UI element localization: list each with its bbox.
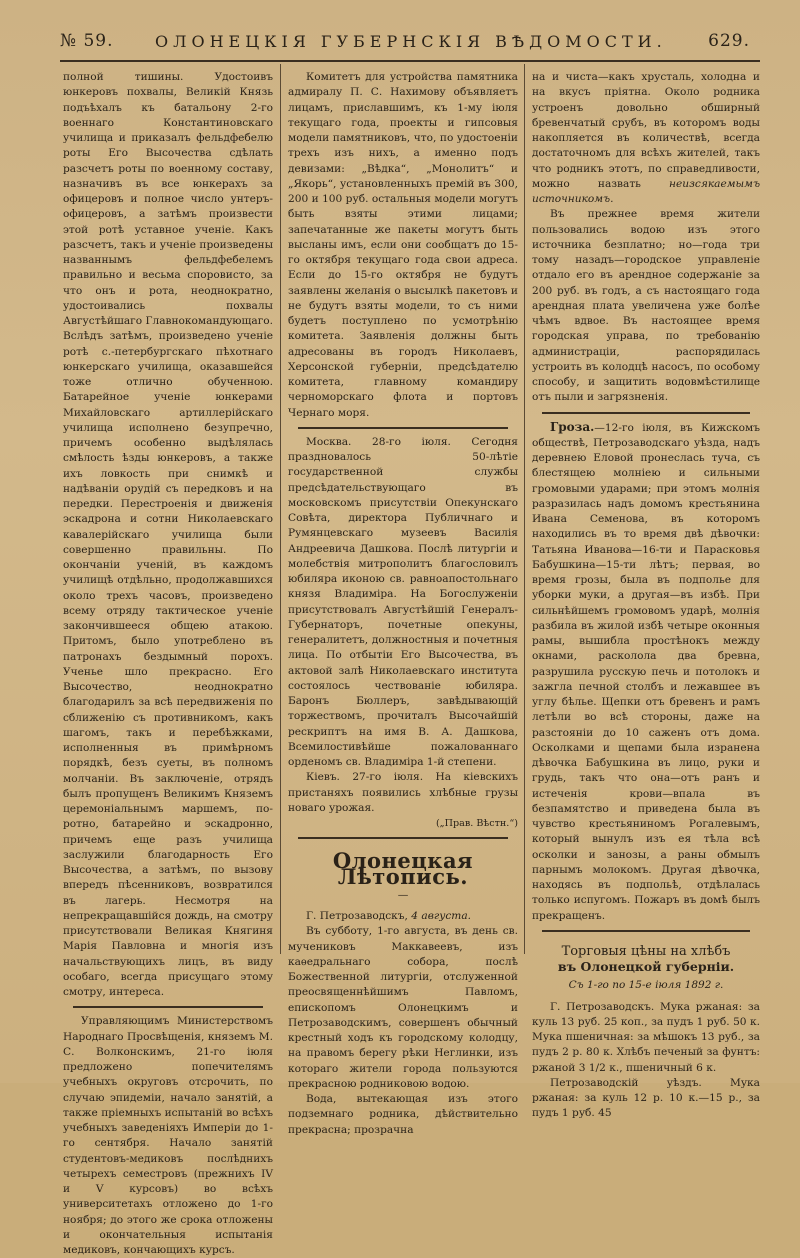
article-separator (542, 412, 750, 414)
issue-number: № 59. (60, 31, 114, 51)
article-kiev-grain: Кіевъ. 27-го іюля. На кіевскихъ пристаняхъ появились хлѣбные грузы новаго урожая. (288, 771, 518, 814)
thunderstorm-text: —12-го іюля, въ Кижскомъ обществѣ, Петрозаводскаго уѣзда, надъ деревнею Еловой пронеслась туча, съ блестящею молніею и сильными громовыми ударами; при этомъ молнія разразилась надъ домомъ крестьянина Ивана Семенова, въ которомъ находились въ то время двѣ дѣвочки: Татьяна Иванова—16-ти и Парасковья Бабушкина—15-ти лѣтъ; первая, во время грозы, была въ подполье для уборки муки, а другая—въ избѣ. При сильнѣйшемъ громовомъ ударѣ, молнія разбила въ жилой избѣ четыре оконныя рамы, вышибла простѣнокъ между окнами, расколола два бревна, разрушила русскую печь и потолокъ и зажгла печной столбъ и лежавшее въ углу бѣлье. Щепки отъ бревенъ и рамъ летѣли во всѣ стороны, даже на разстояніи до 10 саженъ отъ дома. Осколками и щепами была изранена дѣвочка Бабушкина въ лицо, руки и грудь, такъ что она—отъ ранъ и истеченія крови—впала въ безпамятство и приведена была въ чувство крестьяниномъ Рогалевымъ, который вынулъ изъ ея тѣла всѣ осколки и занозы, а раны обмылъ парнымъ молокомъ. Другая дѣвочка, находясь въ подпольѣ, отдѣлалась только испугомъ. Пожаръ въ домѣ былъ прекращенъ. (532, 421, 760, 922)
header-rule (60, 60, 760, 62)
prices-petrozavodsk: Г. Петрозаводскъ. Мука ржаная: за куль 13 руб. 25 коп., за пудъ 1 руб. 50 к. Мука пшеничная: за мѣшокъ 13 руб., за пудъ 2 р. 80 к. Хлѣбъ печеный за фунтъ: ржаной 3 1/2 к., пшеничный 6 к. (532, 1000, 760, 1074)
column-2 (288, 70, 518, 1138)
thunderstorm-title: Гроза. (550, 419, 595, 434)
prices-date: Съ 1-го по 15-е іюля 1892 г. (568, 979, 724, 992)
dateline-date: 4 августа. (411, 910, 472, 922)
column-divider-1 (280, 64, 281, 954)
article-separator (542, 930, 750, 932)
section-dash: — (397, 888, 409, 901)
article-moscow-jubilee: Москва. 28-го іюля. Сегодня праздновалось 50-лѣтіе государственной службы предсѣдательствующаго въ московскомъ присутствіи Опекунскаго Совѣта, директора Публичнаго и Румянцевскаго музеевъ Василія Андреевича Дашкова. Послѣ литургіи и молебствія митрополитъ благословилъ юбиляра иконою св. равноапостольнаго князя Владиміра. На Богослуженіи присутствовалъ Августѣйшій Генералъ-Губернаторъ, почетные опекуны, генералитетъ, должностныя и почетныя лица. По отбытіи Его Высочества, въ актовой залѣ Николаевскаго института состоялось чествованіе юбиляра. Баронъ Бюллеръ, завѣдывающій торжествомъ, прочиталъ Высочайшій рескриптъ на имя В. А. Дашкова, Всемилостивѣйше пожалованнаго орденомъ св. Владиміра 1-й степени. (288, 435, 518, 768)
section-rule (298, 837, 508, 839)
prices-uyezd: Петрозаводскій уѣздъ. Мука ржаная: за куль 12 р. 10 к.—15 р., за пудъ 1 руб. 45 (532, 1076, 760, 1120)
prices-subtitle: въ Олонецкой губерніи. (557, 959, 735, 974)
prices-title: Торговыя цѣны на хлѣбъ (561, 943, 731, 959)
dateline (288, 909, 518, 924)
column-3 (532, 70, 760, 1122)
page-number: 629. (708, 31, 750, 51)
column-1 (63, 70, 273, 1258)
page-header (60, 28, 750, 54)
article-separator (298, 427, 508, 429)
article-procession: Въ субботу, 1-го августа, въ день св. мучениковъ Маккавеевъ, изъ каѳедральнаго собора, послѣ Божественной литургіи, отслуженной преосвященнѣйшимъ Павломъ, епископомъ Олонецкимъ и Петрозаводскимъ, совершенъ обычный крестный ходъ къ городскому колодцу, на правомъ берегу рѣки Неглинки, изъ котораго жители города пользуются прекрасною родниковою водою. (288, 925, 518, 1090)
article-education-ministry: Управляющимъ Министерствомъ Народнаго Просвѣщенія, княземъ М. С. Волконскимъ, 21-го іюля предложено попечителямъ учебныхъ округовъ отсрочить, по случаю эпидеміи, начало занятій, а также пріемныхъ испытаній во всѣхъ учебныхъ заведеніяхъ Имперіи до 1-го сентября. Начало занятій студентовъ-медиковъ послѣднихъ четырехъ семестровъ (прежнихъ IV и V курсовъ) во всѣхъ университетахъ отложено до 1-го ноября; до этого же срока отложены и окончательныя испытанія медиковъ, кончающихъ курсъ. (63, 1015, 273, 1256)
spring-text: на и чиста—какъ хрусталь, холодна и на вкусъ пріятна. Около родника устроенъ довольно обширный бревенчатый срубъ, въ которомъ воды накопляется въ количествѣ, всегда достаточномъ для всѣхъ жителей, такъ что родникъ этотъ, по справедливости, можно назвать (532, 71, 760, 190)
article-separator (73, 1006, 263, 1008)
newspaper-title: ОЛОНЕЦКІЯ ГУБЕРНСКІЯ ВѢДОМОСТИ. (155, 31, 667, 51)
section-title-chronicle: Олонецкая Лѣтопись. (332, 848, 474, 889)
article-thunderstorm (532, 420, 760, 924)
article-cadets-review: полной тишины. Удостоивъ юнкеровъ похвалы, Великій Князь подъѣхалъ къ батальону 2-го военнаго Константиновскаго училища и приказалъ фельдфебелю роты Его Высочества сдѣлать разсчетъ роты по военному составу, назначивъ въ все юнкерахъ за офицеровъ и полное число унтеръ-офицеровъ, а затѣмъ произвести этой ротѣ уставное ученіе. Какъ разсчетъ, такъ и ученіе произведены названнымъ фельдфебелемъ правильно и весьма споровисто, за что онъ и рота, неоднократно, удостоивались похвалы Августѣйшаго Главнокомандующаго. Вслѣдъ затѣмъ, произведено ученіе ротѣ с.-петербургскаго пѣхотнаго юнкерскаго училища, оказавшейся тоже отлично обученною. Батарейное ученіе юнкерами Михайловскаго артиллерійскаго училища исполнено безупречно, причемъ особенно выдѣлялась смѣлость ѣзды юнкеровъ, а также ихъ ловкость при снимкѣ и надѣваніи орудій съ передковъ и на передки. Перестроенія и движенія эскадрона и сотни Николаевскаго кавалерійскаго училища были совершенно правильны. По окончаніи ученій, въ каждомъ училищѣ отдѣльно, продолжавшихся около трехъ часовъ, произведено всему отряду тактическое ученіе закончившееся общею атакою. Притомъ, было употреблено въ патронахъ бездымный порохъ. Ученье шло прекрасно. Его Высочество, неоднократно благодарилъ за всѣ передвиженія по сближенію съ противникомъ, какъ шагомъ, такъ и перебѣжками, исполненныя въ примѣрномъ порядкѣ, безъ суеты, въ полномъ молчаніи. Въ заключеніе, отрядъ былъ пропущенъ Великимъ Княземъ церемоніальнымъ маршемъ, по-ротно, батарейно и эскадронно, причемъ еще разъ училища заслужили благодарность Его Высочества, а затѣмъ, по вызову впередъ пѣсенниковъ, возвратился въ лагерь. Несмотря на непрекращавшійся дождь, на смотру присутствовали Великая Княгиня Марія Павловна и многія изъ начальствующихъ лицъ, въ виду особаго, всегда присущаго этому смотру, интереса. (63, 71, 273, 998)
article-spring-water: Вода, вытекающая изъ этого подземнаго родника, дѣйствительно прекрасна; прозрачна (288, 1093, 518, 1136)
spring-italic-phrase: неизсякаемымъ источникомъ. (532, 177, 761, 205)
article-water-fee: Въ прежнее время жители пользовались водою изъ этого источника безплатно; но—года три тому назадъ—городское управленіе отдало его въ арендное содержаніе за 200 руб. въ годъ, а съ настоящаго года арендная плата увеличена уже болѣе чѣмъ вдвое. Въ настоящее время городская управа, по требованію администраціи, распорядилась устроить въ колодцѣ насосъ, по особому способу, и защитить водовмѣстилище отъ пыли и загрязненія. (532, 208, 760, 404)
dateline-place: Г. Петрозаводскъ, (306, 910, 408, 922)
column-divider-2 (524, 64, 525, 954)
article-spring-continued (532, 70, 760, 207)
article-nakhimov-monument: Комитетъ для устройства памятника адмиралу П. С. Нахимову объявляетъ лицамъ, приславшимъ, къ 1-му іюля текущаго года, проекты и гипсовыя модели памятниковъ, что, по удостоеніи трехъ изъ нихъ, а именно подъ девизами: „Вѣдка“, „Монолитъ“ и „Якорь“, установленныхъ премій въ 300, 200 и 100 руб. остальныя модели могутъ быть взяты этими лицами; запечатанные же пакеты могутъ быть высланы имъ, если они сообщатъ до 15-го октября текущаго года свои адреса. Если до 15-го октября не будутъ заявлены желанія о высылкѣ пакетовъ и не будутъ взяты модели, то съ ними будетъ поступлено по усмотрѣнію комитета. Заявленія должны быть адресованы въ городъ Николаевъ, Херсонской губерніи, предсѣдателю комитета, главному командиру черноморскаго флота и портовъ Чернаго моря. (288, 71, 518, 419)
source-credit: („Прав. Вѣстн.“) (435, 818, 518, 829)
